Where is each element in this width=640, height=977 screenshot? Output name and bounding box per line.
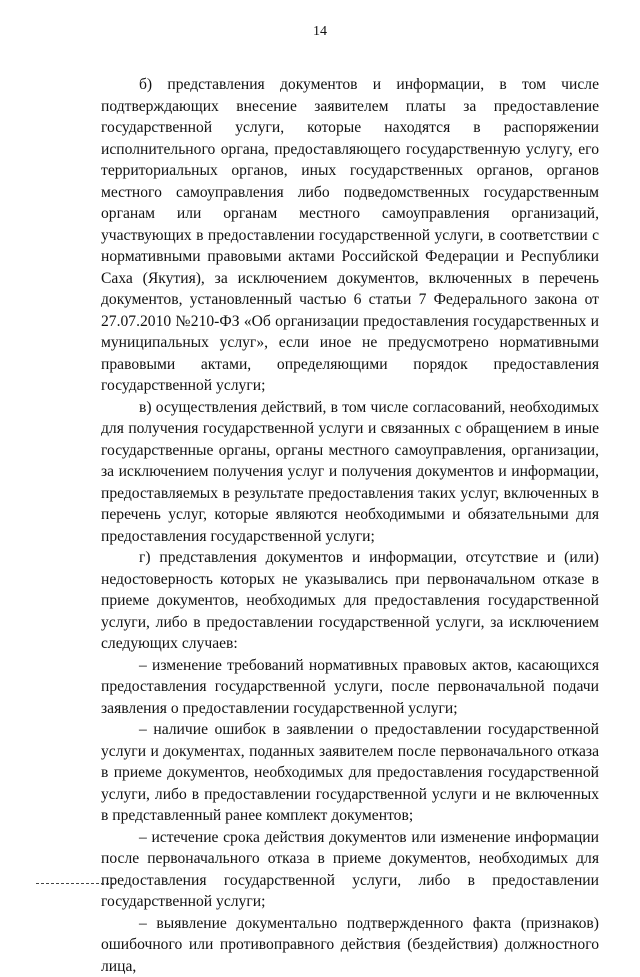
paragraph-item-g: г) представления документов и информации, отсутствие и (или) недостоверность которых не указывались при первоначальном отказе в приеме документов, необходимых для предоставления государственной услуги, либо в предоставлении государственной услуги, за исключением следующих случаев: — [101, 547, 599, 655]
list-item-requirements-change: – изменение требований нормативных правовых актов, касающихся предоставления государственной услуги, после первоначальной подачи заявления о предоставлении государственной услуги; — [101, 655, 599, 720]
list-item-application-errors: – наличие ошибок в заявлении о предоставлении государственной услуги и документах, поданных заявителем после первоначального отказа в приеме документов, необходимых для предоставления государственной услуги, либо в предоставлении государственной услуги и не включенных в представленный ранее комплект документов; — [101, 719, 599, 827]
list-item-document-expiry: – истечение срока действия документов или изменение информации после первоначального отказа в приеме документов, необходимых для предоставления государственной услуги, либо в предоставлении государственной услуги; — [101, 827, 599, 913]
footer-divider — [36, 883, 114, 884]
page-number: 14 — [0, 24, 640, 40]
paragraph-item-b: б) представления документов и информации, в том числе подтверждающих внесение заявителем платы за предоставление государственной услуги, которые находятся в распоряжении исполнительного органа, предоставляющего государственную услугу, его территориальных органов, иных государственных органов, органов местного самоуправления либо подведомственных государственным органам или органам местного самоуправления организаций, участвующих в предоставлении государственной услуги, в соответствии с нормативными правовыми актами Российской Федерации и Республики Саха (Якутия), за исключением документов, включенных в перечень документов, установленный частью 6 статьи 7 Федерального закона от 27.07.2010 №210-ФЗ «Об организации предоставления государственных и муниципальных услуг», если иное не предусмотрено нормативными правовыми актами, определяющими порядок предоставления государственной услуги; — [101, 74, 599, 397]
list-item-official-misconduct: – выявление документально подтвержденного факта (признаков) ошибочного или противоправного действия (бездействия) должностного лица, — [101, 913, 599, 977]
paragraph-item-v: в) осуществления действий, в том числе согласований, необходимых для получения государственной услуги и связанных с обращением в иные государственные органы, органы местного самоуправления, организации, за исключением получения услуг и получения документов и информации, предоставляемых в результате предоставления таких услуг, включенных в перечень услуг, которые являются необходимыми и обязательными для предоставления государственной услуги; — [101, 397, 599, 548]
document-body — [101, 74, 599, 977]
